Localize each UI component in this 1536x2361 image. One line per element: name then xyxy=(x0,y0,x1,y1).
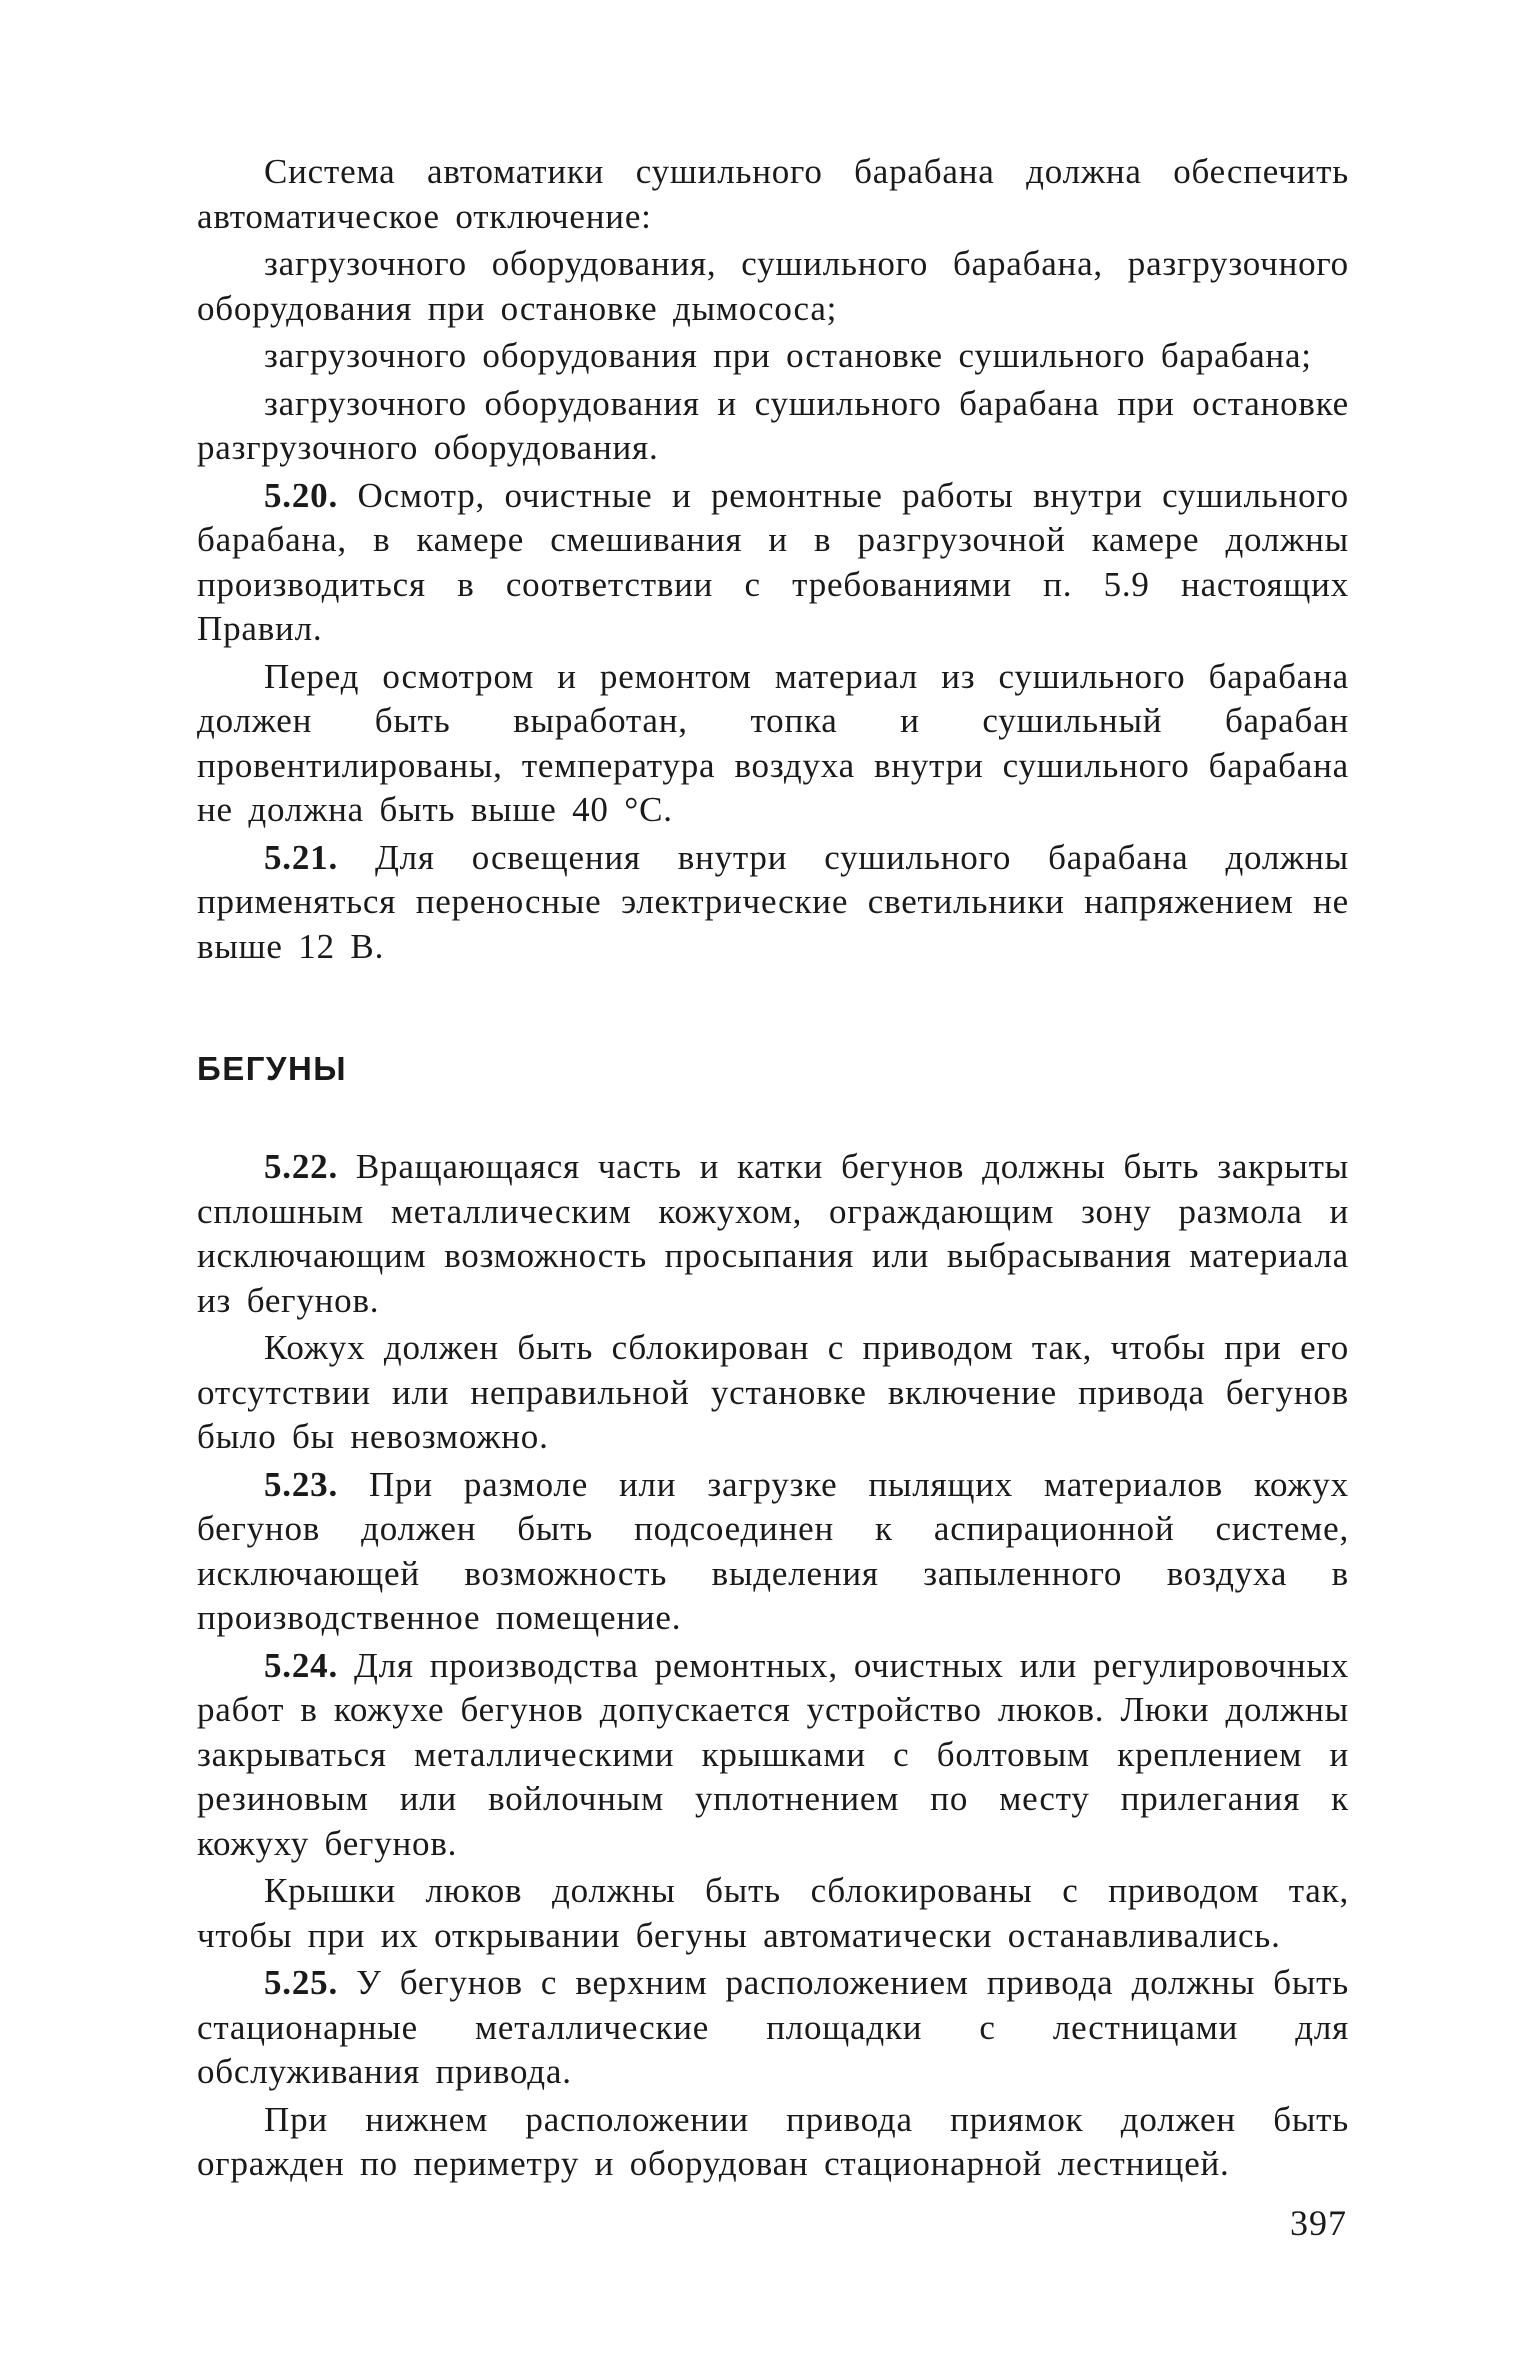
paragraph xyxy=(197,242,1349,331)
paragraph xyxy=(197,1869,1349,1958)
paragraph xyxy=(197,382,1349,471)
section-heading: БЕГУНЫ xyxy=(197,1050,348,1087)
clause-number: 5.24. xyxy=(264,1645,338,1685)
paragraph xyxy=(197,1326,1349,1460)
paragraph xyxy=(197,474,1349,652)
section-bottom xyxy=(197,1145,1349,2187)
paragraph-text: Система автоматики сушильного барабана должна обеспечить автоматическое отключение: xyxy=(197,152,1349,236)
paragraph xyxy=(197,150,1349,239)
paragraph xyxy=(197,334,1349,379)
paragraph-text: Крышки люков должны быть сблокированы с приводом так, чтобы при их открывании бегуны автоматически останавливались. xyxy=(197,1871,1349,1955)
document-page xyxy=(197,150,1349,2190)
clause-number: 5.25. xyxy=(264,1963,338,2002)
paragraph xyxy=(197,1145,1349,1323)
paragraph-text: У бегунов с верхним расположением привода должны быть стационарные металлические площадки с лестницами для обслуживания привода. xyxy=(197,1963,1349,2091)
paragraph-text: загрузочного оборудования при остановке сушильного барабана; xyxy=(264,336,1312,375)
paragraph xyxy=(197,2098,1349,2187)
clause-number: 5.23. xyxy=(264,1464,338,1504)
page-number: 397 xyxy=(1290,2203,1347,2243)
clause-number: 5.20. xyxy=(264,475,338,515)
paragraph-text: Кожух должен быть сблокирован с приводом так, чтобы при его отсутствии или неправильной установке включение привода бегунов было бы невозможно. xyxy=(197,1328,1349,1456)
paragraph-text: Перед осмотром и ремонтом материал из сушильного барабана должен быть выработан, топка и сушильный барабан провентилированы, температура воздуха внутри сушильного барабана не должна быть выше 40 °С. xyxy=(197,656,1349,829)
paragraph xyxy=(197,655,1349,833)
clause-number: 5.22. xyxy=(264,1147,338,1186)
section-top xyxy=(197,150,1349,969)
paragraph-text: При размоле или загрузке пылящих материалов кожух бегунов должен быть подсоединен к аспирационной системе, исключающей возможность выделения запыленного воздуха в производственное помещение. xyxy=(197,1464,1349,1637)
paragraph-text: загрузочного оборудования и сушильного барабана при остановке разгрузочного оборудования. xyxy=(197,383,1349,467)
paragraph xyxy=(197,836,1349,970)
paragraph xyxy=(197,1463,1349,1641)
paragraph-text: При нижнем расположении привода приямок должен быть огражден по периметру и оборудован стационарной лестницей. xyxy=(197,2099,1349,2183)
paragraph xyxy=(197,1644,1349,1867)
paragraph-text: Осмотр, очистные и ремонтные работы внутри сушильного барабана, в камере смешивания и в разгрузочной камере должны производиться в соответствии с требованиями п. 5.9 настоящих Правил. xyxy=(197,475,1349,648)
paragraph xyxy=(197,1961,1349,2095)
paragraph-text: Для производства ремонтных, очистных или регулировочных работ в кожухе бегунов допускается устройство люков. Люки должны закрываться металлическими крышками с болтовым креплением и резиновым или войлочным уплотнением по месту прилегания к кожуху бегунов. xyxy=(197,1645,1349,1863)
paragraph-text: Вращающаяся часть и катки бегунов должны быть закрыты сплошным металлическим кожухом, ограждающим зону размола и исключающим возможность просыпания или выбрасывания материала из бегунов. xyxy=(197,1147,1349,1320)
clause-number: 5.21. xyxy=(264,837,338,877)
paragraph-text: Для освещения внутри сушильного барабана должны применяться переносные электрические светильники напряжением не выше 12 В. xyxy=(197,837,1349,966)
paragraph-text: загрузочного оборудования, сушильного барабана, разгрузочного оборудования при остановке дымососа; xyxy=(197,244,1349,328)
